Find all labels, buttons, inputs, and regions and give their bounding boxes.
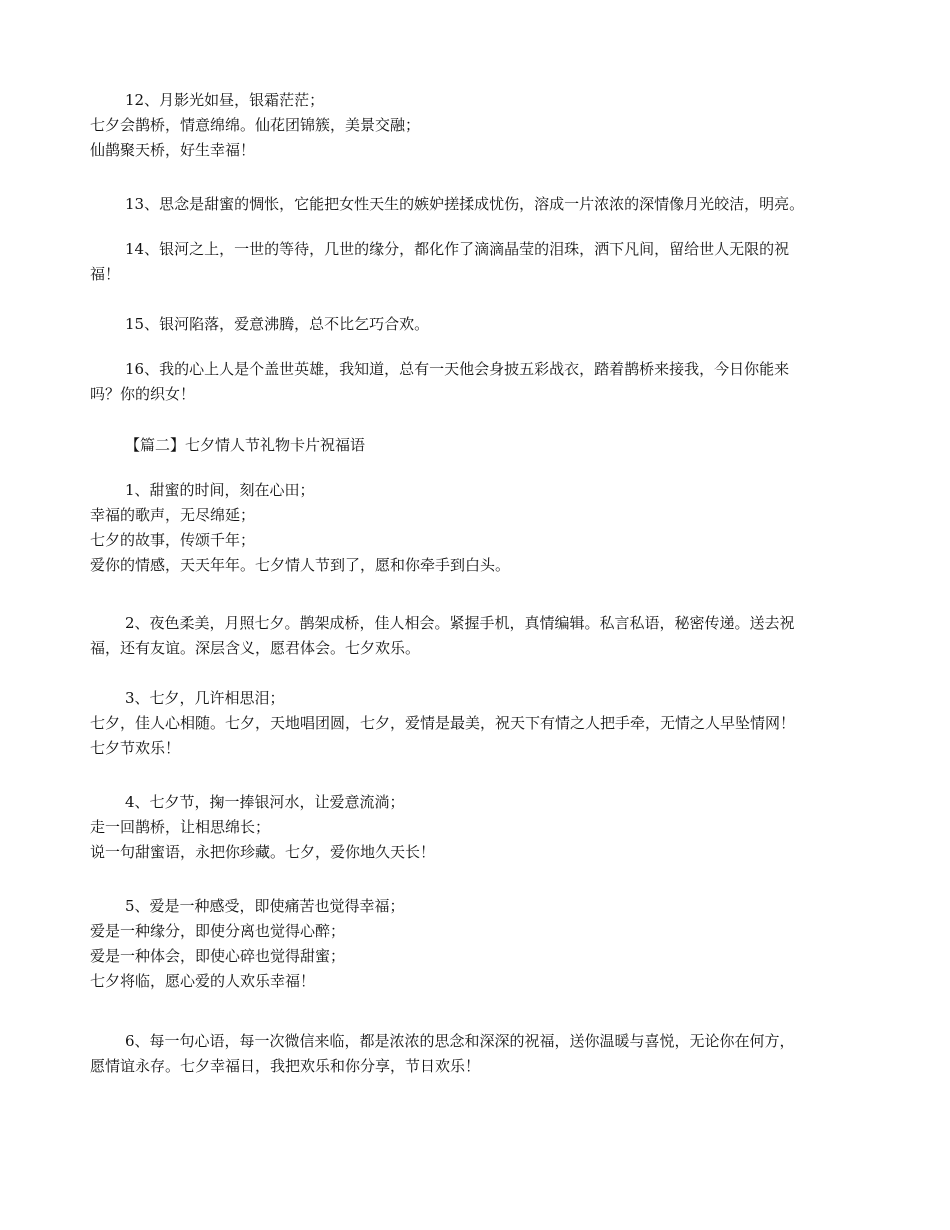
text-line: 幸福的歌声，无尽绵延； [90, 506, 256, 524]
text-line: 福，还有友谊。深层含义，愿君体会。七夕欢乐。 [90, 639, 421, 657]
text-line: 说一句甜蜜语，永把你珍藏。七夕，爱你地久天长！ [90, 843, 436, 861]
paragraph-13 [90, 192, 865, 217]
text-line: 3、七夕，几许相思泪； [125, 689, 285, 707]
text-line: 七夕节欢乐！ [90, 739, 181, 757]
paragraph-3 [90, 686, 865, 761]
text-line: 愿情谊永存。七夕幸福日，我把欢乐和你分享，节日欢乐！ [90, 1057, 481, 1075]
text-line: 15、银河陷落，爱意沸腾，总不比乞巧合欢。 [125, 315, 430, 333]
section-heading: 【篇二】七夕情人节礼物卡片祝福语 [125, 436, 366, 454]
text-line: 七夕会鹊桥，情意绵绵。仙花团锦簇，美景交融； [90, 116, 421, 134]
text-line: 福！ [90, 265, 121, 283]
text-line: 4、七夕节，掬一捧银河水，让爱意流淌； [125, 793, 405, 811]
text-line: 爱是一种缘分，即使分离也觉得心醉； [90, 922, 346, 940]
paragraph-4 [90, 790, 865, 865]
paragraph-1 [90, 478, 865, 578]
text-line: 走一回鹊桥，让相思绵长； [90, 818, 271, 836]
text-line: 吗？你的织女！ [90, 385, 196, 403]
paragraph-12 [90, 88, 865, 163]
text-line: 仙鹊聚天桥，好生幸福！ [90, 141, 256, 159]
text-line: 12、月影光如昼，银霜茫茫； [125, 91, 325, 109]
text-line: 16、我的心上人是个盖世英雄，我知道，总有一天他会身披五彩战衣，踏着鹊桥来接我，今日你能来 [125, 360, 790, 378]
text-line: 七夕的故事，传颂千年； [90, 531, 256, 549]
text-line: 爱是一种体会，即使心碎也觉得甜蜜； [90, 947, 346, 965]
paragraph-15 [90, 312, 865, 337]
paragraph-5 [90, 894, 865, 994]
text-line: 5、爱是一种感受，即使痛苦也觉得幸福； [125, 897, 405, 915]
paragraph-6 [90, 1029, 865, 1079]
text-line: 13、思念是甜蜜的惆怅，它能把女性天生的嫉妒搓揉成忧伤，溶成一片浓浓的深情像月光皎洁，明亮。 [125, 195, 805, 213]
text-line: 爱你的情感，天天年年。七夕情人节到了，愿和你牵手到白头。 [90, 556, 511, 574]
paragraph-14 [90, 237, 865, 287]
text-line: 1、甜蜜的时间，刻在心田； [125, 481, 315, 499]
text-line: 七夕，佳人心相随。七夕，天地唱团圆，七夕，爱情是最美，祝天下有情之人把手牵，无情之人早坠情网！ [90, 714, 796, 732]
text-line: 2、夜色柔美，月照七夕。鹊架成桥，佳人相会。紧握手机，真情编辑。私言私语，秘密传递。送去祝 [125, 614, 795, 632]
paragraph-16 [90, 357, 865, 407]
text-line: 14、银河之上，一世的等待，几世的缘分，都化作了滴滴晶莹的泪珠，洒下凡间，留给世人无限的祝 [125, 240, 790, 258]
text-line: 6、每一句心语，每一次微信来临，都是浓浓的思念和深深的祝福，送你温暖与喜悦，无论你在何方， [125, 1032, 795, 1050]
text-line: 七夕将临，愿心爱的人欢乐幸福！ [90, 972, 316, 990]
paragraph-2 [90, 611, 865, 661]
